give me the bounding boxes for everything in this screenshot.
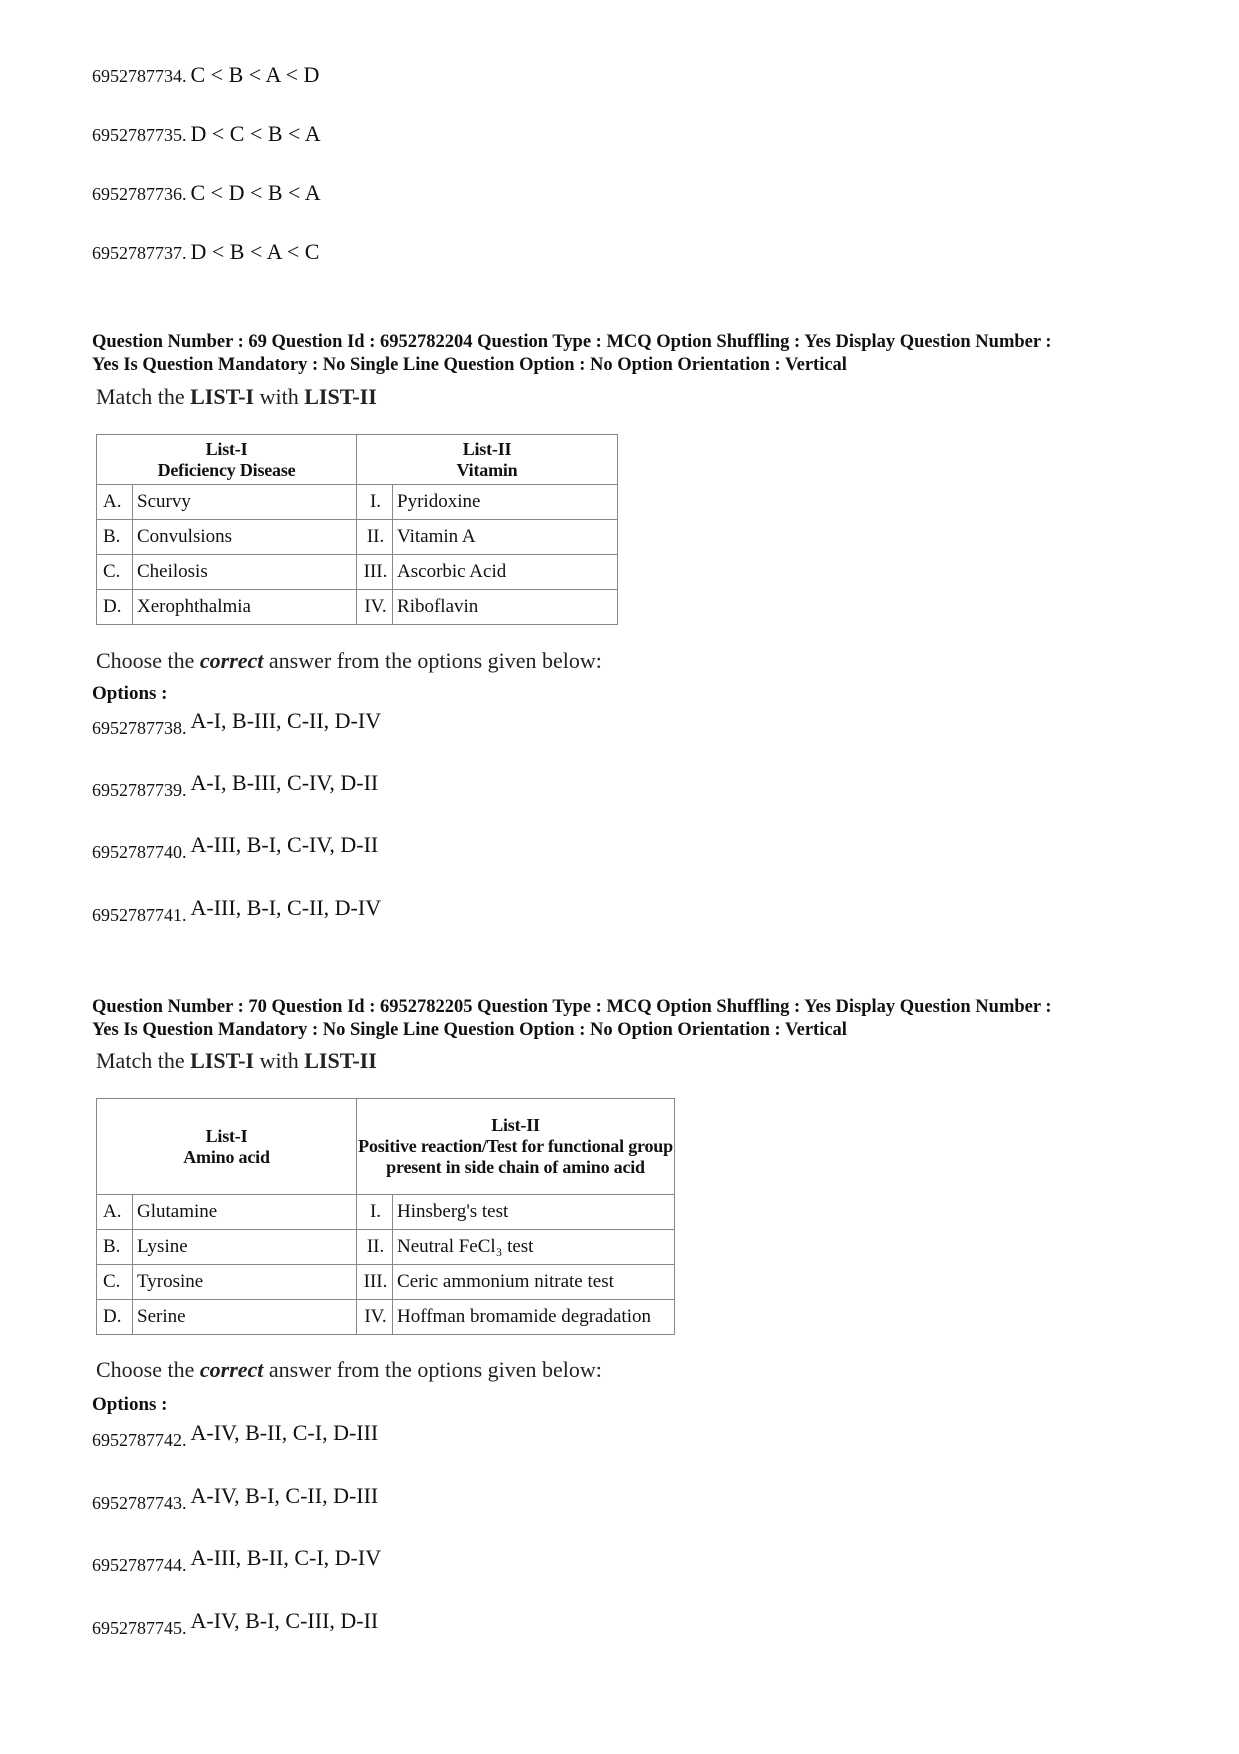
option-id: 6952787734. — [92, 66, 187, 86]
option[interactable] — [92, 1608, 379, 1640]
list1-item: Xerophthalmia — [133, 590, 357, 625]
list1-header — [97, 1099, 357, 1195]
row-roman: II. — [357, 1230, 393, 1265]
option-text: A-III, B-I, C-IV, D-II — [190, 832, 379, 857]
option[interactable] — [92, 180, 321, 206]
prompt-bold: LIST-II — [304, 1048, 377, 1073]
header-line: Question Number : 69 Question Id : 6952782204 Question Type : MCQ Option Shuffling : Yes Display Question Number : — [92, 332, 1052, 352]
prompt-bold: LIST-II — [304, 384, 377, 409]
list2-header — [357, 435, 618, 485]
question-prompt — [96, 1048, 377, 1074]
header-text: Amino acid — [183, 1146, 270, 1167]
table-row — [97, 520, 618, 555]
option[interactable] — [92, 770, 379, 802]
header-text: List-II — [491, 1115, 540, 1135]
row-letter: A. — [97, 485, 133, 520]
list2-item: Hinsberg's test — [393, 1195, 675, 1230]
table-row — [97, 1300, 675, 1335]
option[interactable] — [92, 121, 321, 147]
row-roman: IV. — [357, 590, 393, 625]
instruction-text: answer from the options given below: — [263, 1357, 602, 1382]
option-id: 6952787736. — [92, 184, 187, 204]
prompt-text: with — [254, 1048, 305, 1073]
table-row — [97, 1195, 675, 1230]
list1-item: Scurvy — [133, 485, 357, 520]
prompt-bold: LIST-I — [190, 1048, 255, 1073]
row-letter: D. — [97, 1300, 133, 1335]
question-header — [92, 331, 1052, 377]
row-roman: III. — [357, 555, 393, 590]
option[interactable] — [92, 62, 319, 88]
question-header — [92, 996, 1052, 1042]
option-id: 6952787745. — [92, 1618, 187, 1638]
instruction-emphasis: correct — [199, 648, 264, 673]
instruction-text: Choose the — [96, 1357, 200, 1382]
row-roman: IV. — [357, 1300, 393, 1335]
list2-item: Riboflavin — [393, 590, 618, 625]
choose-instruction — [96, 648, 602, 674]
prompt-text: Match the — [96, 384, 191, 409]
choose-instruction — [96, 1357, 602, 1383]
option-text: C < B < A < D — [190, 62, 320, 87]
header-line: Question Number : 70 Question Id : 6952782205 Question Type : MCQ Option Shuffling : Yes Display Question Number : — [92, 997, 1052, 1017]
row-letter: B. — [97, 1230, 133, 1265]
option-id: 6952787737. — [92, 243, 187, 263]
options-label: Options : — [92, 683, 168, 704]
row-roman: I. — [357, 1195, 393, 1230]
option-text: A-IV, B-I, C-III, D-II — [190, 1608, 379, 1633]
option-id: 6952787743. — [92, 1493, 187, 1513]
option-id: 6952787738. — [92, 718, 187, 738]
table-row — [97, 1265, 675, 1300]
header-text: List-I — [205, 1125, 248, 1146]
list1-item: Serine — [133, 1300, 357, 1335]
row-letter: B. — [97, 520, 133, 555]
prompt-bold: LIST-I — [190, 384, 255, 409]
options-label: Options : — [92, 1394, 168, 1415]
header-text: Vitamin — [456, 459, 518, 480]
option-text: A-I, B-III, C-IV, D-II — [190, 770, 379, 795]
option-text: A-IV, B-II, C-I, D-III — [190, 1420, 379, 1445]
list1-item: Cheilosis — [133, 555, 357, 590]
list1-item: Convulsions — [133, 520, 357, 555]
row-letter: C. — [97, 555, 133, 590]
list2-item: Ceric ammonium nitrate test — [393, 1265, 675, 1300]
option[interactable] — [92, 708, 382, 740]
option-id: 6952787735. — [92, 125, 187, 145]
list1-item: Lysine — [133, 1230, 357, 1265]
header-text: List-II — [462, 438, 512, 459]
option-id: 6952787739. — [92, 780, 187, 800]
header-text: List-I — [205, 438, 248, 459]
prompt-text: Match the — [96, 1048, 191, 1073]
option[interactable] — [92, 1545, 382, 1577]
row-roman: II. — [357, 520, 393, 555]
option[interactable] — [92, 832, 379, 864]
list2-item: Pyridoxine — [393, 485, 618, 520]
header-text: Deficiency Disease — [157, 459, 296, 480]
list2-item: Vitamin A — [393, 520, 618, 555]
option[interactable] — [92, 1483, 379, 1515]
instruction-text: Choose the — [96, 648, 200, 673]
header-line: Yes Is Question Mandatory : No Single Line Question Option : No Option Orientation : Vertical — [92, 355, 847, 375]
row-letter: D. — [97, 590, 133, 625]
table-row — [97, 1230, 675, 1265]
option[interactable] — [92, 895, 382, 927]
match-table — [96, 1098, 675, 1335]
list1-header — [97, 435, 357, 485]
question-prompt — [96, 384, 377, 410]
table-row — [97, 485, 618, 520]
table-row — [97, 590, 618, 625]
option-id: 6952787741. — [92, 905, 187, 925]
option-text: C < D < B < A — [190, 180, 321, 205]
option-text: A-IV, B-I, C-II, D-III — [190, 1483, 379, 1508]
match-table — [96, 434, 618, 625]
option-id: 6952787742. — [92, 1430, 187, 1450]
list1-item: Tyrosine — [133, 1265, 357, 1300]
option-id: 6952787744. — [92, 1555, 187, 1575]
table-row — [97, 555, 618, 590]
row-letter: C. — [97, 1265, 133, 1300]
option-text: A-III, B-I, C-II, D-IV — [190, 895, 382, 920]
list2-header — [357, 1099, 675, 1195]
list2-item: Ascorbic Acid — [393, 555, 618, 590]
option[interactable] — [92, 1420, 379, 1452]
list1-item: Glutamine — [133, 1195, 357, 1230]
list2-item: Hoffman bromamide degradation — [393, 1300, 675, 1335]
list2-item: Neutral FeCl₃ test — [393, 1230, 675, 1265]
option-text: A-III, B-II, C-I, D-IV — [190, 1545, 382, 1570]
option-text: D < B < A < C — [190, 239, 320, 264]
row-letter: A. — [97, 1195, 133, 1230]
prompt-text: with — [254, 384, 305, 409]
option-id: 6952787740. — [92, 842, 187, 862]
row-roman: I. — [357, 485, 393, 520]
header-text: Positive reaction/Test for functional group present in side chain of amino acid — [358, 1136, 673, 1177]
instruction-text: answer from the options given below: — [263, 648, 602, 673]
option[interactable] — [92, 239, 319, 265]
option-text: D < C < B < A — [190, 121, 321, 146]
option-text: A-I, B-III, C-II, D-IV — [190, 708, 382, 733]
header-line: Yes Is Question Mandatory : No Single Line Question Option : No Option Orientation : Vertical — [92, 1020, 847, 1040]
instruction-emphasis: correct — [199, 1357, 264, 1382]
row-roman: III. — [357, 1265, 393, 1300]
